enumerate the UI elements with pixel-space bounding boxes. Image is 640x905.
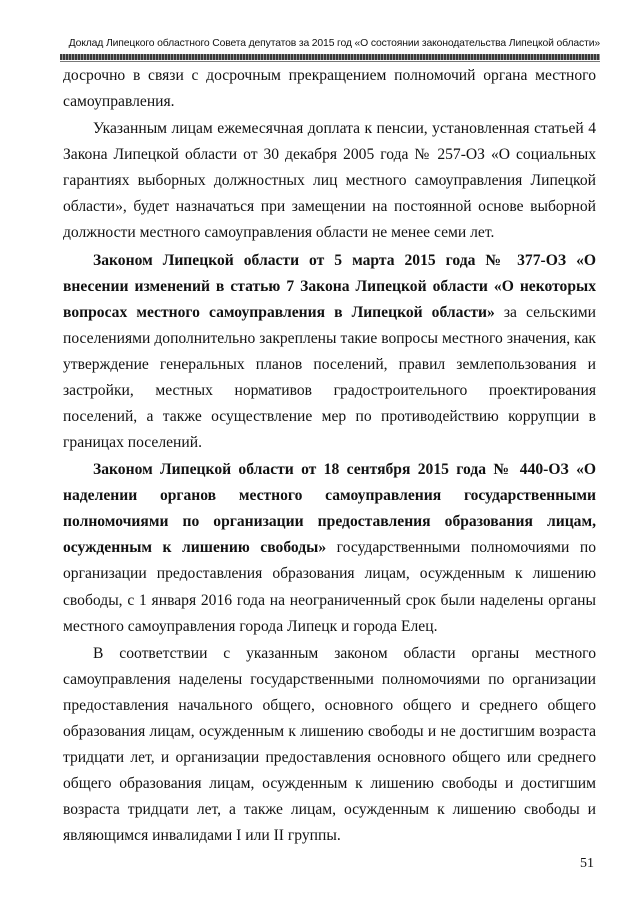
paragraph-3 [63, 248, 596, 456]
paragraph-5-text: В соответствии с указанным законом области органы местного самоуправления наделены государственными полномочиями по организации предоставления начального общего, основного общего и среднего общего образования лицам, осужденным к лишению свободы и не достигшим возраста тридцати лет, и организации предоставления основного общего или среднего общего образования лицам, осужденным к лишению свободы и достигшим возраста тридцати лет, а также лицам, осужденным к лишению свободы и являющимся инвалидами I или II группы. [63, 644, 596, 845]
paragraph-5 [63, 641, 596, 849]
paragraph-1-text: досрочно в связи с досрочным прекращением полномочий органа местного самоуправления. [63, 67, 596, 111]
paragraph-1 [63, 63, 596, 115]
paragraph-4-text: государственными полномочиями по организации предоставления образования лицам, осужденным к лишению свободы, с 1 января 2016 года на неограниченный срок были наделены органы местного самоуправления города Липецк и города Елец. [63, 539, 596, 635]
paragraph-2 [63, 116, 596, 246]
paragraph-3-law-title: Законом Липецкой области от 5 марта 2015 года № 377-ОЗ «О внесении изменений в статью 7 Закона Липецкой области «О некоторых вопросах местного самоуправления в Липецкой области» [63, 251, 596, 321]
paragraph-4-law-title: Законом Липецкой области от 18 сентября 2015 года № 440-ОЗ «О наделении органов местного самоуправления государственными полномочиями по организации предоставления образования лицам, осужденным к лишению свободы» [63, 461, 596, 557]
header-rule [60, 54, 600, 60]
page-number: 51 [580, 856, 594, 871]
body-text [63, 63, 596, 850]
paragraph-4 [63, 457, 596, 639]
paragraph-2-text: Указанным лицам ежемесячная доплата к пенсии, установленная статьей 4 Закона Липецкой области от 30 декабря 2005 года № 257-ОЗ «О социальных гарантиях выборных должностных лиц местного самоуправления Липецкой области», будет назначаться при замещении на постоянной основе выборной должности местного самоуправления области не менее семи лет. [63, 120, 596, 242]
paragraph-3-text: за сельскими поселениями дополнительно закреплены такие вопросы местного значения, как утверждение генеральных планов поселений, правил землепользования и застройки, местных нормативов градостроительного проектирования поселений, а также осуществление мер по противодействию коррупции в границах поселений. [63, 303, 596, 452]
running-header: Доклад Липецкого областного Совета депутатов за 2015 год «О состоянии законодательства Липецкой области» [68, 38, 600, 49]
